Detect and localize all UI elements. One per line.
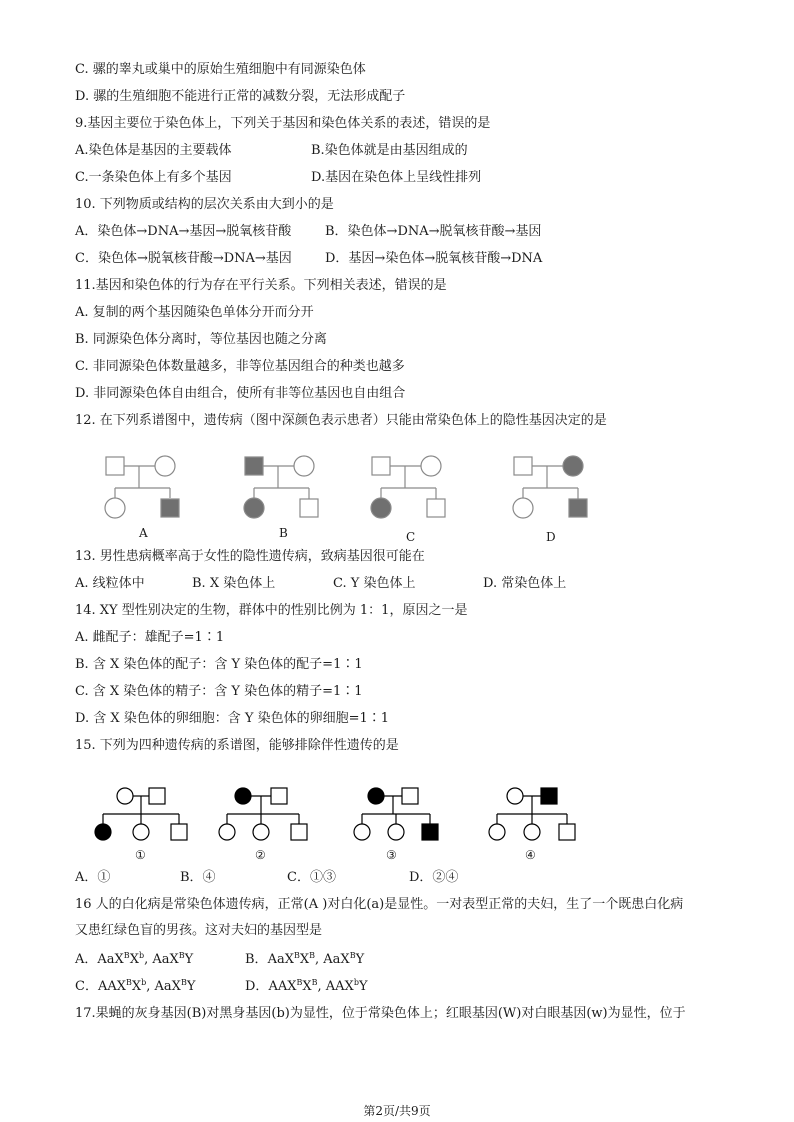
q15-option-b: B．④	[180, 870, 216, 885]
male-normal	[514, 457, 532, 475]
q11-stem: 11.基因和染色体的行为存在平行关系。下列相关表述，错误的是	[75, 278, 447, 293]
pedigree-1	[95, 788, 187, 840]
male-affected	[422, 824, 438, 840]
male-normal	[372, 457, 390, 475]
q12-label-a: A	[139, 526, 148, 540]
q16-option-b: B．$AaX^BX^B$, AaX$^B$Y	[245, 951, 365, 967]
q11-option-b: B. 同源染色体分离时，等位基因也随之分离	[75, 332, 327, 347]
q15-option-d: D．②④	[409, 870, 459, 885]
q15-label-4: ④	[525, 848, 536, 862]
q14-option-b: B. 含 X 染色体的配子：含 Y 染色体的配子=1∶1	[75, 657, 363, 672]
female-normal	[489, 824, 505, 840]
q15-label-3: ③	[386, 848, 397, 862]
female-affected	[95, 824, 111, 840]
q10-option-b: B．染色体→DNA→脱氧核苷酸→基因	[325, 224, 542, 239]
male-affected	[569, 499, 587, 517]
female-normal	[105, 498, 125, 518]
q10-option-c: C．染色体→脱氧核苷酸→DNA→基因	[75, 251, 292, 266]
q15-stem: 15. 下列为四种遗传病的系谱图，能够排除伴性遗传的是	[75, 738, 399, 753]
q16-stem-line1: 16 人的白化病是常染色体遗传病，正常(A )对白化(a)是显性。一对表型正常的夫妇，生了一个既患白化病	[75, 897, 684, 912]
female-normal	[513, 498, 533, 518]
female-normal	[354, 824, 370, 840]
male-normal	[559, 824, 575, 840]
female-normal	[421, 456, 441, 476]
female-affected	[563, 456, 583, 476]
male-normal	[300, 499, 318, 517]
female-normal	[524, 824, 540, 840]
q14-option-a: A. 雌配子：雄配子=1∶1	[75, 630, 225, 645]
q10-option-d: D．基因→染色体→脱氧核苷酸→DNA	[325, 251, 543, 266]
pedigree-3	[354, 788, 438, 840]
pedigree-b	[244, 456, 318, 518]
female-affected	[368, 788, 384, 804]
q10-stem: 10. 下列物质或结构的层次关系由大到小的是	[75, 197, 334, 212]
female-normal	[388, 824, 404, 840]
q12-pedigree-figure	[95, 448, 615, 523]
q16-option-d: D．$AAX^BX^B$, AAX$^b$Y	[245, 978, 368, 994]
q16-stem-line2: 又患红绿色盲的男孩。这对夫妇的基因型是	[75, 923, 323, 938]
q16-option-a: A．$AaX^BX^b$, AaX$^B$Y	[75, 951, 194, 967]
q10-option-a: A．染色体→DNA→基因→脱氧核苷酸	[75, 224, 292, 239]
q9-option-a: A.染色体是基因的主要载体	[75, 143, 232, 158]
q14-option-c: C. 含 X 染色体的精子：含 Y 染色体的精子=1∶1	[75, 684, 363, 699]
q15-option-c: C．①③	[287, 870, 336, 885]
pedigree-d	[513, 456, 587, 518]
q15-label-2: ②	[255, 848, 266, 862]
q13-option-c: C. Y 染色体上	[333, 576, 416, 591]
q14-option-d: D. 含 X 染色体的卵细胞：含 Y 染色体的卵细胞=1∶1	[75, 711, 390, 726]
female-affected	[235, 788, 251, 804]
pedigree-a	[105, 456, 179, 518]
q9-option-d: D.基因在染色体上呈线性排列	[311, 170, 482, 185]
pedigree-4	[489, 788, 575, 840]
q16-option-b-prefix: B．	[245, 952, 268, 967]
q9-stem: 9.基因主要位于染色体上，下列关于基因和染色体关系的表述，错误的是	[75, 116, 491, 131]
q15-option-a: A．①	[75, 870, 111, 885]
female-normal	[219, 824, 235, 840]
q11-option-a: A. 复制的两个基因随染色单体分开而分开	[75, 305, 314, 320]
female-affected	[244, 498, 264, 518]
q11-option-c: C. 非同源染色体数量越多，非等位基因组合的种类也越多	[75, 359, 405, 374]
female-normal	[133, 824, 149, 840]
q12-label-b: B	[279, 526, 288, 540]
male-affected	[541, 788, 557, 804]
male-affected	[245, 457, 263, 475]
q9-option-c: C.一条染色体上有多个基因	[75, 170, 232, 185]
male-affected	[161, 499, 179, 517]
q13-option-a: A. 线粒体中	[75, 576, 145, 591]
female-normal	[294, 456, 314, 476]
female-normal	[155, 456, 175, 476]
q16-option-c-prefix: C．	[75, 979, 98, 994]
pedigree-c	[371, 456, 445, 518]
q13-stem: 13. 男性患病概率高于女性的隐性遗传病，致病基因很可能在	[75, 549, 425, 564]
male-normal	[149, 788, 165, 804]
q16-option-d-prefix: D．	[245, 979, 269, 994]
q17-stem: 17.果蝇的灰身基因(B)对黑身基因(b)为显性，位于常染色体上；红眼基因(W)对白眼基因(w)为显性，位于	[75, 1006, 686, 1021]
male-normal	[427, 499, 445, 517]
female-normal	[253, 824, 269, 840]
female-normal	[507, 788, 523, 804]
q16-option-a-prefix: A．	[75, 952, 98, 967]
q12-label-c: C	[406, 530, 416, 544]
male-normal	[291, 824, 307, 840]
q16-option-c: C．$AAX^BX^b$, AaX$^B$Y	[75, 978, 196, 994]
male-normal	[171, 824, 187, 840]
q8-option-c: C. 骡的睾丸或巢中的原始生殖细胞中有同源染色体	[75, 62, 366, 77]
q14-stem: 14. XY 型性别决定的生物，群体中的性别比例为 1：1，原因之一是	[75, 603, 468, 618]
q12-stem: 12. 在下列系谱图中，遗传病（图中深颜色表示患者）只能由常染色体上的隐性基因决定的是	[75, 413, 607, 428]
male-normal	[271, 788, 287, 804]
q12-label-d: D	[546, 530, 556, 544]
pedigree-2	[219, 788, 307, 840]
q13-option-b: B. X 染色体上	[192, 576, 276, 591]
q13-option-d: D. 常染色体上	[483, 576, 567, 591]
q15-label-1: ①	[135, 848, 146, 862]
q9-option-b: B.染色体就是由基因组成的	[311, 143, 468, 158]
page-number: 第2页/共9页	[363, 1104, 431, 1118]
male-normal	[106, 457, 124, 475]
q8-option-d: D. 骡的生殖细胞不能进行正常的减数分裂，无法形成配子	[75, 89, 406, 104]
female-normal	[117, 788, 133, 804]
q11-option-d: D. 非同源染色体自由组合，使所有非等位基因也自由组合	[75, 386, 406, 401]
female-affected	[371, 498, 391, 518]
q15-pedigree-figure	[90, 780, 590, 845]
male-normal	[402, 788, 418, 804]
